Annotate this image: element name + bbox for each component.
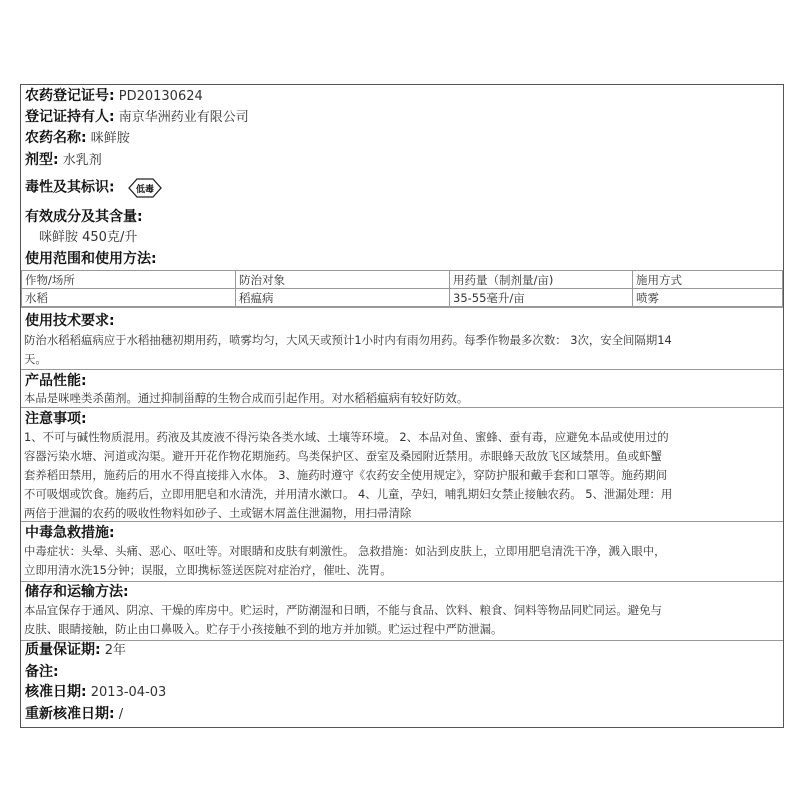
notes-label: 注意事项: [25, 411, 87, 427]
firstaid-label: 中毒急救措施: [25, 525, 115, 541]
table-cell: 喷雾 [633, 289, 783, 307]
ingredient-label: 有效成分及其含量: [25, 209, 143, 225]
holder-value: 南京华洲药业有限公司 [118, 110, 249, 125]
notes-line: 不可吸烟或饮食。施药后，立即用肥皂和水清洗，并用清水漱口。 4、儿童，孕妇，哺乳期妇女禁止接触农药。 5、泄漏处理：用 [24, 487, 673, 501]
table-header-cell: 用药量（制剂量/亩) [450, 271, 633, 289]
ingredient-value-row [39, 228, 779, 247]
table-cell: 稻瘟病 [236, 289, 450, 307]
table-cell: 35-55毫升/亩 [450, 289, 633, 307]
name-label: 农药名称: [25, 130, 87, 146]
divider [21, 581, 783, 582]
approve-label: 核准日期: [25, 684, 87, 700]
notes-line: 套养稻田禁用，施药后的用水不得直接排入水体。 3、施药时遵守《农药安全使用规定》，穿防护服和戴手套和口罩等。施药期间 [24, 468, 668, 482]
storage-label: 储存和运输方法: [25, 584, 129, 600]
reapprove-label: 重新核准日期: [25, 706, 115, 722]
divider [21, 407, 783, 408]
toxicity-label: 毒性及其标识: [25, 179, 115, 196]
holder-row [25, 108, 779, 127]
tech-text [24, 331, 777, 369]
remark-label: 备注: [25, 664, 59, 680]
notes-text [24, 428, 777, 523]
name-value: 咪鲜胺 [90, 131, 130, 146]
performance-line: 本品是咪唑类杀菌剂。通过抑制甾醇的生物合成而引起作用。对水稻稻瘟病有较好防效。 [24, 391, 469, 405]
holder-label: 登记证持有人: [25, 109, 115, 125]
firstaid-text [24, 542, 777, 580]
name-row [25, 129, 779, 148]
table-cell: 水稻 [22, 289, 236, 307]
approve-value: 2013-04-03 [90, 685, 167, 700]
notes-label-row [25, 410, 779, 429]
tech-label-row [25, 312, 779, 331]
tech-line: 天。 [24, 352, 47, 366]
notes-line: 两倍于泄漏的农药的吸收性物料如砂子、土或锯木屑盖住泄漏物，用扫帚清除 [24, 506, 412, 520]
scope-label: 使用范围和使用方法: [25, 251, 157, 267]
toxicity-badge-text: 低毒 [135, 185, 154, 195]
storage-line: 皮肤、眼睛接触，防止由口鼻吸入。贮存于小孩接触不到的地方并加锁。贮运过程中严防泄漏。 [24, 622, 503, 636]
tech-line: 防治水稻稻瘟病应于水稻抽穗初期用药，喷雾均匀，大风天或预计1小时内有雨勿用药。每季作物最多次数： 3次，安全间隔期14 [24, 333, 672, 347]
storage-line: 本品宜保存于通风、阴凉、干燥的库房中。贮运时，严防潮湿和日晒，不能与食品、饮料、粮食、饲料等物品同贮同运。避免与 [24, 603, 662, 617]
pesticide-registration-document [20, 84, 784, 728]
table-header-cell: 作物/场所 [22, 271, 236, 289]
storage-label-row [25, 583, 779, 602]
toxicity-diamond-icon [125, 175, 165, 201]
divider [21, 369, 783, 370]
usage-table-header [22, 271, 783, 289]
table-header-cell: 施用方式 [633, 271, 783, 289]
reapprove-value: / [118, 707, 124, 722]
firstaid-label-row [25, 524, 779, 543]
shelf-value: 2年 [104, 643, 127, 658]
table-row [22, 289, 783, 307]
firstaid-line: 中毒症状：头晕、头痛、恶心、呕吐等。对眼睛和皮肤有刺激性。 急救措施：如沾到皮肤上，立即用肥皂清洗干净，溅入眼中， [24, 544, 666, 558]
scope-label-row [25, 250, 779, 269]
divider [21, 521, 783, 522]
ingredient-value: 咪鲜胺 450克/升 [39, 230, 138, 245]
performance-text [24, 389, 777, 408]
reapprove-row [25, 705, 779, 724]
form-row [25, 151, 779, 170]
toxicity-row [25, 175, 779, 201]
storage-text [24, 601, 777, 639]
table-header-cell: 防治对象 [236, 271, 450, 289]
approve-row [25, 683, 779, 702]
form-label: 剂型: [25, 152, 59, 168]
remark-row [25, 663, 779, 682]
notes-line: 1、不可与碱性物质混用。药液及其废液不得污染各类水域、土壤等环境。 2、本品对鱼、蜜蜂、蚕有毒，应避免本品或使用过的 [24, 430, 669, 444]
reg-no-row [25, 87, 779, 106]
divider [21, 307, 783, 308]
reg-no-value: PD20130624 [118, 89, 203, 104]
notes-line: 容器污染水塘、河道或沟渠。避开开花作物花期施药。鸟类保护区、蚕室及桑园附近禁用。赤眼蜂天敌放飞区域禁用。鱼或虾蟹 [24, 449, 662, 463]
performance-label: 产品性能: [25, 373, 87, 389]
usage-table [21, 270, 783, 307]
reg-no-label: 农药登记证号: [25, 88, 115, 104]
form-value: 水乳剂 [62, 153, 102, 168]
ingredient-label-row [25, 208, 779, 227]
shelf-row [25, 641, 779, 660]
tech-label: 使用技术要求: [25, 313, 115, 329]
shelf-label: 质量保证期: [25, 642, 101, 658]
firstaid-line: 立即用清水洗15分钟；误服，立即携标签送医院对症治疗，催吐、洗胃。 [24, 563, 392, 577]
